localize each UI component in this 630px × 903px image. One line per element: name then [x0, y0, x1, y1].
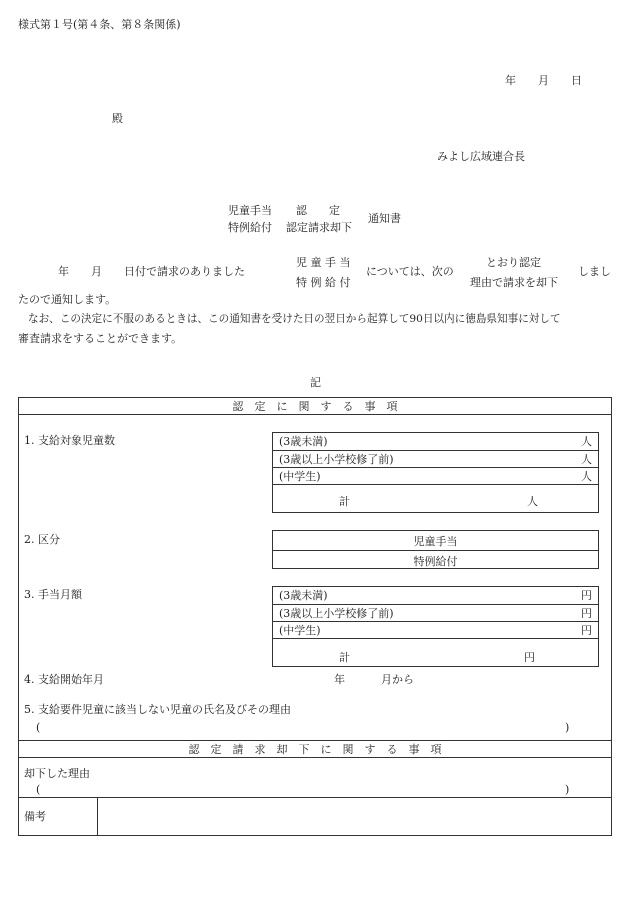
- item4-label: 4. 支給開始年月: [24, 673, 104, 686]
- title-suffix: 通知書: [368, 212, 401, 225]
- ki-label: 記: [310, 376, 321, 389]
- item5-close-paren: ): [565, 721, 570, 734]
- title-type-1: 児童手当: [228, 204, 272, 217]
- item2-option: 児童手当: [413, 535, 458, 548]
- body-result-1: とおり認定: [486, 256, 541, 269]
- section2-header-rule: [18, 757, 612, 758]
- item1-row: (3歳以上小学校修了前) 人: [273, 450, 598, 468]
- item3-row: (3歳未満) 円: [279, 589, 592, 602]
- form-id: 様式第１号(第４条、第８条関係): [18, 18, 181, 31]
- reason-close-paren: ): [565, 783, 570, 796]
- reason-open-paren: (: [36, 783, 41, 796]
- remarks-label: 備考: [24, 810, 46, 823]
- item1-row: (中学生) 人: [273, 467, 598, 485]
- item3-grid: [272, 586, 599, 667]
- addressee-suffix: 殿: [112, 112, 123, 125]
- body-request-date: 年 月 日付で請求のありました: [58, 265, 245, 278]
- title-type-2: 特例給付: [228, 221, 272, 234]
- body-end: しまし: [578, 265, 611, 278]
- body-middle: については、次の: [366, 265, 454, 278]
- reason-label: 却下した理由: [24, 767, 90, 780]
- issuer: みよし広域連合長: [437, 150, 525, 163]
- title-decision-1: 認 定: [296, 204, 340, 217]
- remarks-divider: [97, 797, 98, 836]
- item2-option: 特例給付: [273, 550, 598, 570]
- body-type-2: 特 例 給 付: [296, 276, 351, 289]
- item5-label: 5. 支給要件児童に該当しない児童の氏名及びその理由: [24, 703, 291, 716]
- body-appeal-1: なお、この決定に不服のあるときは、この通知書を受けた日の翌日から起算して90日以内に徳島県知事に対して: [28, 313, 561, 325]
- item5-open-paren: (: [36, 721, 41, 734]
- section1-header-rule: [18, 414, 612, 415]
- body-appeal-2: 審査請求をすることができます。: [18, 332, 183, 345]
- item4-month-from: 月から: [381, 673, 414, 686]
- item1-label: 1. 支給対象児童数: [24, 434, 115, 447]
- section2-top-rule: [18, 740, 612, 741]
- body-type-1: 児 童 手 当: [296, 256, 351, 269]
- date-line: 年 月 日: [505, 74, 582, 87]
- title-decision-2: 認定請求却下: [286, 221, 352, 234]
- remarks-top-rule: [18, 797, 612, 798]
- item2-label: 2. 区分: [24, 533, 60, 546]
- item1-total-row: 計 人: [273, 484, 598, 514]
- item4-year: 年: [334, 673, 345, 686]
- item1-grid: [272, 432, 599, 513]
- item3-total-row: 計 円: [273, 638, 598, 668]
- item1-row: (3歳未満) 人: [279, 435, 592, 448]
- item2-grid: [272, 530, 599, 569]
- body-result-2: 理由で請求を却下: [470, 276, 558, 289]
- item3-label: 3. 手当月額: [24, 588, 82, 601]
- body-continuation: たので通知します。: [18, 293, 117, 306]
- item3-row: (中学生) 円: [273, 621, 598, 639]
- section2-header: 認 定 請 求 却 下 に 関 す る 事 項: [188, 743, 442, 756]
- section1-header: 認 定 に 関 す る 事 項: [232, 400, 398, 413]
- item3-row: (3歳以上小学校修了前) 円: [273, 604, 598, 622]
